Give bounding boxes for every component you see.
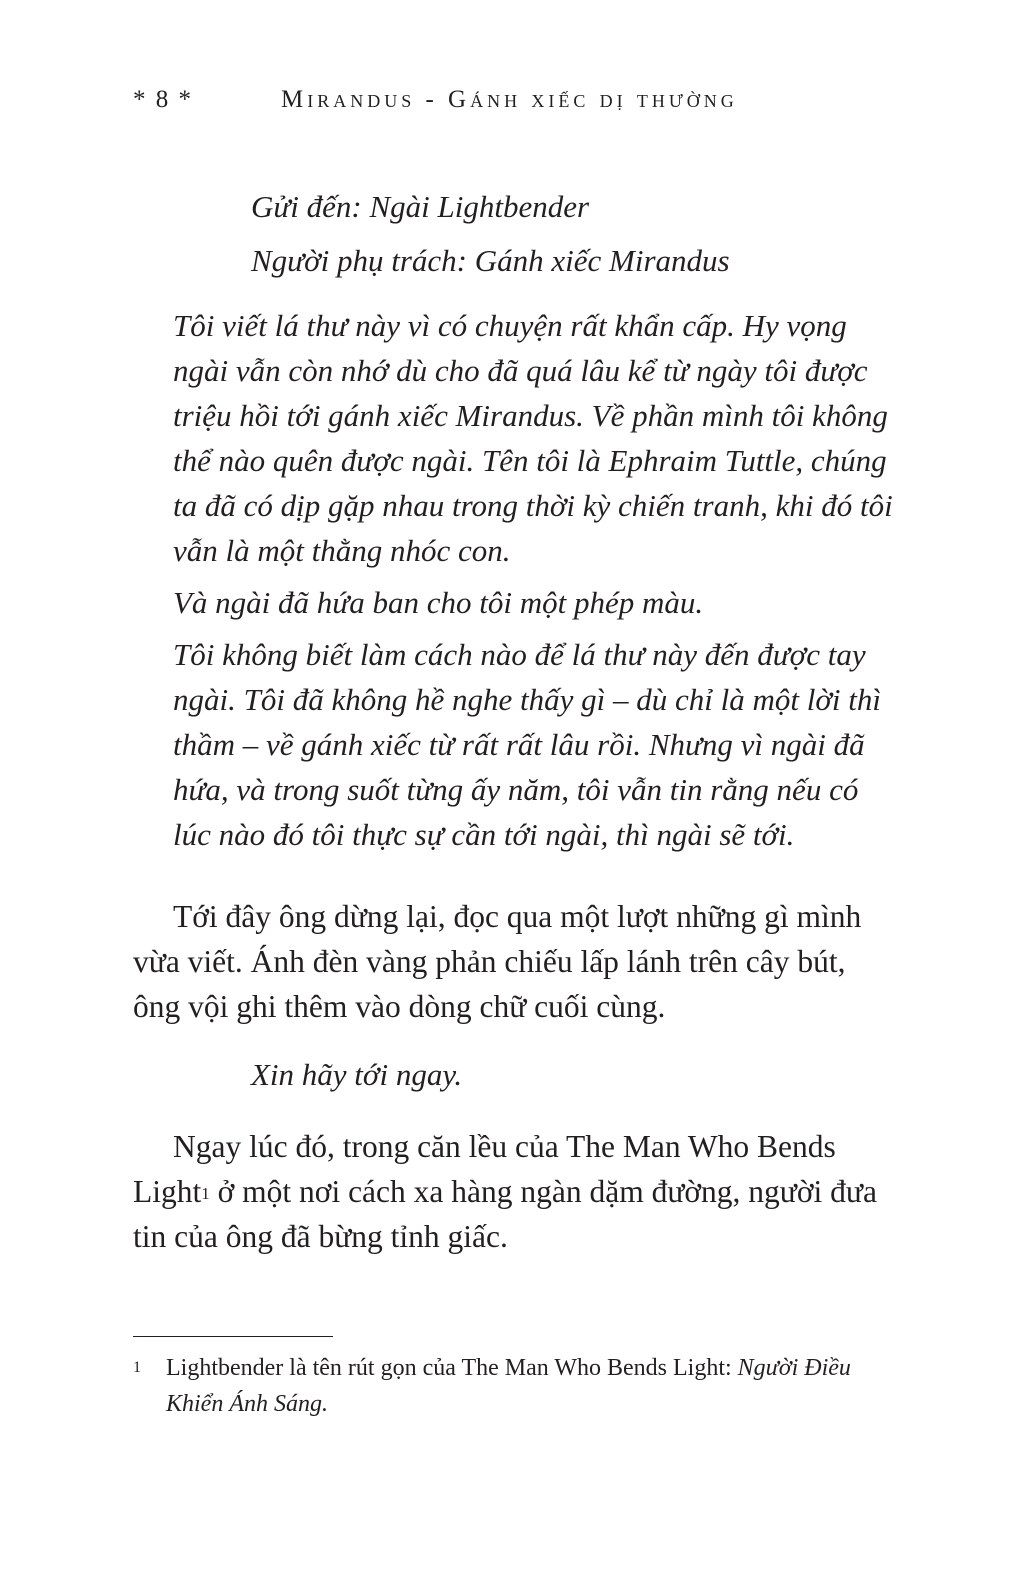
footnote-divider <box>133 1336 333 1337</box>
narrative-paragraph: Tới đây ông dừng lại, đọc qua một lượt những gì mình vừa viết. Ánh đèn vàng phản chiếu lấp lánh trên cây bút, ông vội ghi thêm vào dòng chữ cuối cùng. <box>133 899 862 1024</box>
address-line-manager: Người phụ trách: Gánh xiếc Mirandus <box>251 243 730 278</box>
footnote-text <box>166 1350 893 1422</box>
letter-paragraph: Tôi viết lá thư này vì có chuyện rất khẩn cấp. Hy vọng ngài vẫn còn nhớ dù cho đã quá lâu kể từ ngày tôi được triệu hồi tới gánh xiếc Mirandus. Về phần mình tôi không thể nào quên được ngài. Tên tôi là Ephraim Tuttle, chúng ta đã có dịp gặp nhau trong thời kỳ chiến tranh, khi đó tôi vẫn là một thằng nhóc con. <box>173 308 893 568</box>
address-line-recipient: Gửi đến: Ngài Lightbender <box>251 189 590 224</box>
footnote-marker: 1 <box>133 1359 141 1376</box>
footnote-reference[interactable]: 1 <box>201 1184 210 1203</box>
footnote-italic-text: Người Điều Khiển Ánh Sáng. <box>166 1355 851 1417</box>
narrative-text: Ngay lúc đó, trong căn lều của The Man Who Bends Light <box>133 1129 836 1209</box>
footnote <box>133 1350 893 1422</box>
letter-paragraph: Và ngài đã hứa ban cho tôi một phép màu. <box>173 585 704 620</box>
page-number: * 8 * <box>133 86 193 113</box>
footnote-plain-text: Lightbender là tên rút gọn của The Man Who Bends Light: <box>166 1355 738 1381</box>
letter-address <box>251 180 891 288</box>
running-title: Mirandus - Gánh xiếc dị thường <box>281 86 738 113</box>
page-header <box>133 86 893 120</box>
letter-body <box>173 303 893 864</box>
narrative-text: ở một nơi cách xa hàng ngàn dặm đường, người đưa tin của ông đã bừng tỉnh giấc. <box>133 1174 877 1254</box>
letter-paragraph: Tôi không biết làm cách nào để lá thư này đến được tay ngài. Tôi đã không hề nghe thấy gì – dù chỉ là một lời thì thầm – về gánh xiếc từ rất rất lâu rồi. Nhưng vì ngài đã hứa, và trong suốt từng ấy năm, tôi vẫn tin rằng nếu có lúc nào đó tôi thực sự cần tới ngài, thì ngài sẽ tới. <box>173 637 881 852</box>
narrative-paragraph <box>133 1124 893 1259</box>
letter-closing-line: Xin hãy tới ngay. <box>251 1057 463 1092</box>
